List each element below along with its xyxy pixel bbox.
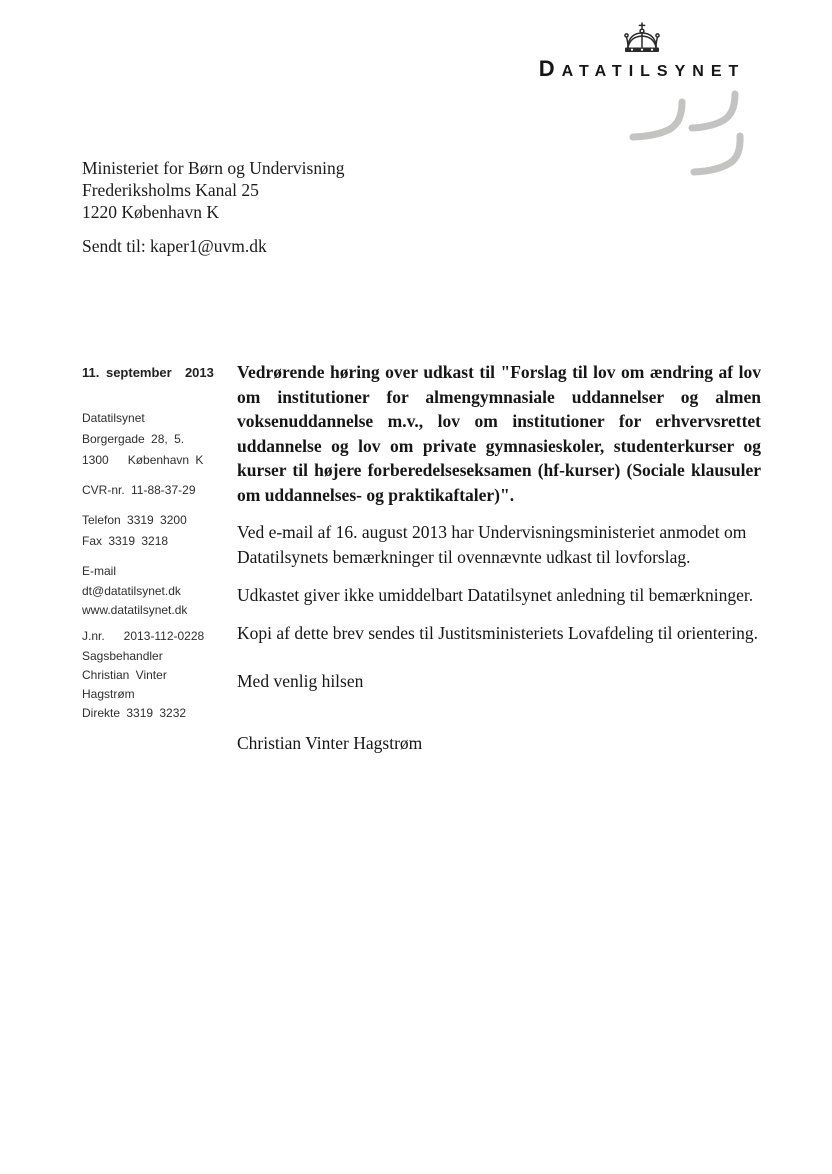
letter-date: 11. september 2013 [82, 365, 214, 380]
caseworker-name: Hagstrøm [82, 687, 135, 701]
sender-cvr: CVR-nr. 11-88-37-29 [82, 483, 196, 497]
body-paragraph: Udkastet giver ikke umiddelbart Datatilsynet anledning til bemærkninger. [237, 585, 754, 605]
caseworker-name: Christian Vinter [82, 668, 167, 682]
sender-phone: Telefon 3319 3200 [82, 513, 187, 527]
body-paragraph: Kopi af dette brev sendes til Justitsministeriets Lovafdeling til orientering. [237, 623, 759, 643]
crown-icon [620, 22, 664, 54]
sender-website: www.datatilsynet.dk [82, 603, 188, 617]
closing-phrase: Med venlig hilsen [237, 671, 364, 691]
letter-body [237, 360, 761, 756]
sender-email: dt@datatilsynet.dk [82, 584, 181, 598]
logo-wordmark: DATATILSYNET [538, 56, 746, 81]
sender-email-label: E-mail [82, 564, 117, 578]
recipient-line: 1220 København K [82, 202, 220, 222]
pen-marks-artifact [614, 84, 759, 184]
body-paragraph: Ved e-mail af 16. august 2013 har Undervisningsministeriet anmodet om Datatilsynets bemærkninger til ovennævnte udkast til lovforslag. [237, 522, 747, 567]
sender-city: 1300 København K [82, 453, 204, 467]
datatilsynet-logo [524, 22, 760, 82]
signature-name: Christian Vinter Hagstrøm [237, 733, 423, 753]
sender-org-name: Datatilsynet [82, 411, 145, 425]
sender-info-sidebar [82, 362, 234, 723]
sender-street: Borgergade 28, 5. [82, 432, 185, 446]
direct-phone: Direkte 3319 3232 [82, 706, 187, 720]
sender-fax: Fax 3319 3218 [82, 534, 169, 548]
journal-number: J.nr. 2013-112-0228 [82, 629, 205, 643]
caseworker-label: Sagsbehandler [82, 649, 163, 663]
recipient-line: Frederiksholms Kanal 25 [82, 180, 259, 200]
sent-to-line: Sendt til: kaper1@uvm.dk [82, 236, 267, 256]
subject-line: Vedrørende høring over udkast til "Forslag til lov om ændring af lov om institutioner for almengymnasiale uddannelser og almen voksenuddannelse m.v., lov om institutioner for erhvervsrettet uddannelse og lov om private gymnasieskoler, studenterkurser og kurser til højere forberedelseseksamen (hf-kurser) (Sociale klausuler om uddannelses- og praktikaftaler)". [237, 362, 761, 505]
recipient-line: Ministeriet for Børn og Undervisning [82, 158, 345, 178]
recipient-address [82, 157, 344, 223]
